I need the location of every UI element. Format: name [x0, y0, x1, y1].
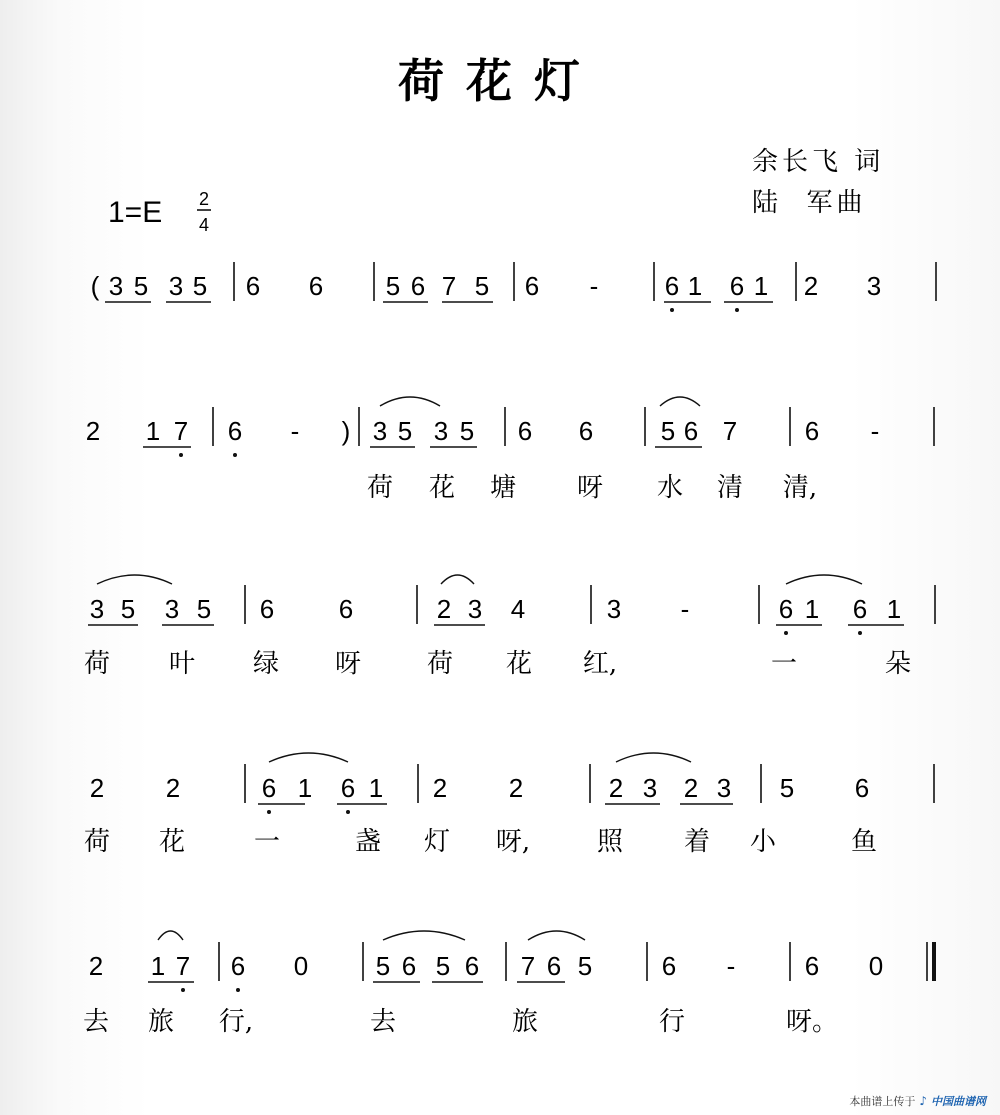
- lyric-syllable: 荷: [83, 827, 111, 857]
- slur-arc: [380, 397, 440, 406]
- note: 2: [165, 773, 181, 803]
- lyric-syllable: 荷: [83, 649, 111, 679]
- low-octave-dot: [858, 631, 862, 635]
- note: 5: [397, 416, 413, 446]
- slur-arc: [158, 931, 183, 940]
- note: 6: [338, 594, 354, 624]
- lyric-syllable: 一: [253, 827, 281, 857]
- note: 6: [804, 951, 820, 981]
- note: 6: [778, 594, 794, 624]
- note: 3: [168, 271, 184, 301]
- note: 6: [661, 951, 677, 981]
- slur-arc: [660, 397, 700, 406]
- note: 6: [517, 416, 533, 446]
- note: 7: [722, 416, 738, 446]
- lyric-syllable: 花: [428, 473, 456, 503]
- lyric-syllable: 鱼: [850, 827, 878, 857]
- song-title: 荷花灯: [398, 54, 602, 108]
- note: 6: [308, 271, 324, 301]
- lyric-syllable: 清: [716, 473, 744, 503]
- note: 5: [120, 594, 136, 624]
- note: 0: [293, 951, 309, 981]
- note: 3: [372, 416, 388, 446]
- note: 1: [886, 594, 902, 624]
- lyric-syllable: 朵: [884, 649, 912, 679]
- note: 1: [145, 416, 161, 446]
- slur-arc: [441, 575, 474, 584]
- slur-arc: [786, 575, 862, 584]
- footer: [849, 1093, 986, 1109]
- note: 7: [441, 271, 457, 301]
- notation-lines: [83, 262, 936, 1037]
- note: 1: [297, 773, 313, 803]
- lyric-syllable: 水: [656, 473, 684, 503]
- note: 2: [89, 773, 105, 803]
- lyric-syllable: 行,: [218, 1007, 254, 1037]
- low-octave-dot: [179, 453, 183, 457]
- lyric-syllable: 着: [683, 827, 711, 857]
- note: 3: [716, 773, 732, 803]
- time-signature-bottom: 4: [198, 215, 210, 235]
- note: 6: [546, 951, 562, 981]
- note: 6: [410, 271, 426, 301]
- slur-arc: [269, 753, 348, 762]
- lyricist-credit: 余长飞 词: [752, 147, 885, 177]
- note: 6: [245, 271, 261, 301]
- note: 1: [150, 951, 166, 981]
- note: 1: [368, 773, 384, 803]
- note: -: [726, 951, 736, 981]
- note: 5: [192, 271, 208, 301]
- lyric-syllable: 塘: [489, 473, 517, 503]
- note: 2: [608, 773, 624, 803]
- note: 2: [508, 773, 524, 803]
- note: 6: [854, 773, 870, 803]
- lyric-syllable: 旅: [147, 1007, 175, 1037]
- note: 6: [401, 951, 417, 981]
- low-octave-dot: [346, 810, 350, 814]
- note: 4: [510, 594, 526, 624]
- low-octave-dot: [670, 308, 674, 312]
- note: 3: [606, 594, 622, 624]
- note: 5: [779, 773, 795, 803]
- note: 6: [230, 951, 246, 981]
- note: 6: [227, 416, 243, 446]
- lyric-syllable: 呀: [576, 473, 604, 503]
- note: 5: [133, 271, 149, 301]
- low-octave-dot: [784, 631, 788, 635]
- note: 2: [803, 271, 819, 301]
- note: 7: [175, 951, 191, 981]
- lyric-syllable: 荷: [426, 649, 454, 679]
- note: 6: [852, 594, 868, 624]
- lyric-syllable: 呀。: [785, 1007, 839, 1037]
- note: 3: [642, 773, 658, 803]
- note: 5: [435, 951, 451, 981]
- lyric-syllable: 花: [158, 827, 186, 857]
- key-signature: 1=E: [108, 196, 163, 229]
- note: 1: [753, 271, 769, 301]
- lyric-syllable: 清,: [782, 473, 818, 503]
- note: 5: [660, 416, 676, 446]
- lyric-syllable: 去: [369, 1007, 397, 1037]
- note: 6: [259, 594, 275, 624]
- lyric-syllable: 旅: [511, 1007, 539, 1037]
- lyric-syllable: 一: [770, 649, 798, 679]
- lyric-syllable: 去: [82, 1007, 110, 1037]
- note: 2: [85, 416, 101, 446]
- note: 2: [432, 773, 448, 803]
- note: 1: [687, 271, 703, 301]
- note: 5: [577, 951, 593, 981]
- note: 6: [683, 416, 699, 446]
- note: 5: [474, 271, 490, 301]
- low-octave-dot: [236, 988, 240, 992]
- lyric-syllable: 叶: [168, 649, 196, 679]
- note: 7: [173, 416, 189, 446]
- low-octave-dot: [181, 988, 185, 992]
- note: 6: [261, 773, 277, 803]
- lyric-syllable: 绿: [252, 649, 280, 679]
- note: 2: [436, 594, 452, 624]
- note: 3: [866, 271, 882, 301]
- low-octave-dot: [233, 453, 237, 457]
- note: 6: [524, 271, 540, 301]
- low-octave-dot: [267, 810, 271, 814]
- note: 6: [804, 416, 820, 446]
- note: 3: [164, 594, 180, 624]
- lyric-syllable: 呀,: [495, 827, 531, 857]
- slur-arc: [616, 753, 691, 762]
- time-signature-top: 2: [198, 189, 210, 209]
- slur-arc: [528, 931, 585, 940]
- note: 6: [340, 773, 356, 803]
- note: -: [870, 416, 880, 446]
- note: 7: [520, 951, 536, 981]
- note: 1: [804, 594, 820, 624]
- note: 5: [459, 416, 475, 446]
- note: 6: [664, 271, 680, 301]
- note: 6: [729, 271, 745, 301]
- footer-text: 本曲谱上传于: [849, 1095, 916, 1108]
- lyric-syllable: 照: [596, 827, 624, 857]
- composer-credit: 陆 军曲: [752, 188, 867, 218]
- lyric-syllable: 行: [658, 1007, 686, 1037]
- note: 3: [108, 271, 124, 301]
- repeat-bracket: (: [90, 271, 100, 301]
- note: 3: [89, 594, 105, 624]
- note: 5: [375, 951, 391, 981]
- slur-arc: [383, 931, 465, 940]
- lyric-syllable: 红,: [582, 649, 618, 679]
- low-octave-dot: [735, 308, 739, 312]
- brand-logo-icon: ♪: [919, 1094, 927, 1108]
- note: 5: [385, 271, 401, 301]
- note: 2: [683, 773, 699, 803]
- slur-arc: [97, 575, 172, 584]
- lyric-syllable: 花: [505, 649, 533, 679]
- lyric-syllable: 小: [749, 827, 777, 857]
- note: 3: [467, 594, 483, 624]
- note: -: [680, 594, 690, 624]
- note: 3: [433, 416, 449, 446]
- lyric-syllable: 呀: [334, 649, 362, 679]
- note: 5: [196, 594, 212, 624]
- lyric-syllable: 灯: [423, 827, 451, 857]
- note: -: [290, 416, 300, 446]
- note: 6: [464, 951, 480, 981]
- lyric-syllable: 盏: [354, 827, 382, 857]
- note: 0: [868, 951, 884, 981]
- note: ): [341, 416, 351, 446]
- note: 2: [88, 951, 104, 981]
- note: 6: [578, 416, 594, 446]
- lyric-syllable: 荷: [366, 473, 394, 503]
- note: -: [589, 271, 599, 301]
- footer-brand: 中国曲谱网: [931, 1095, 986, 1108]
